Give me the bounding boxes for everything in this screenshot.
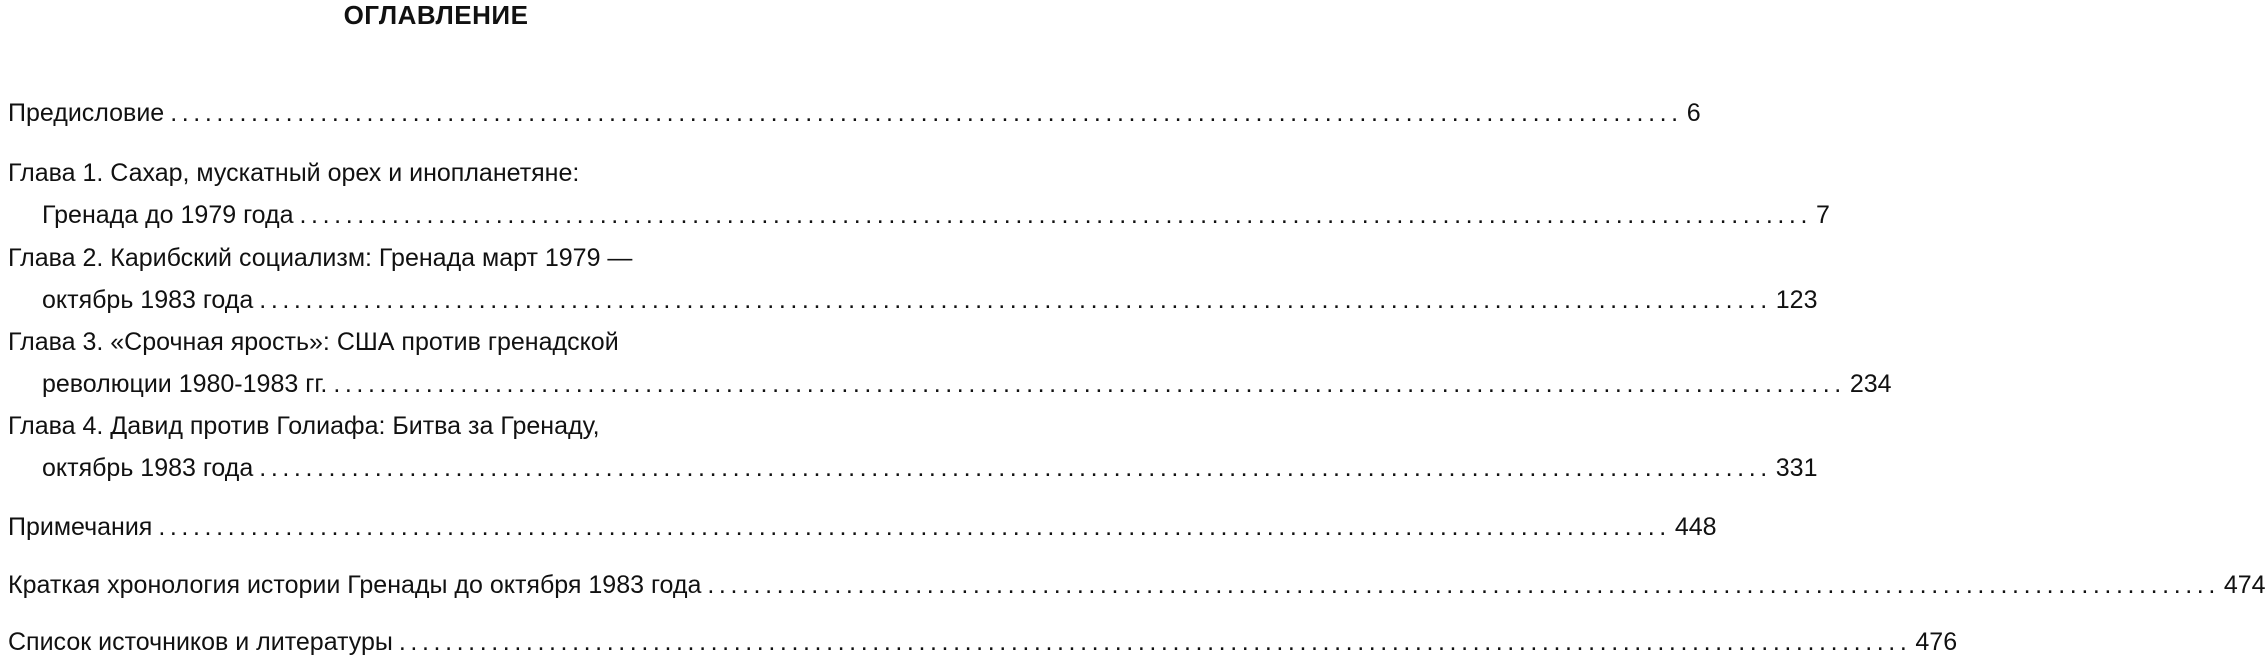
toc-entry-page: 474 [2223, 571, 2266, 599]
toc-leader-dots: ................................................................................................................................... [707, 571, 2220, 599]
toc-entry-title: Примечания [8, 513, 153, 541]
toc-entry-page: 234 [1849, 370, 1892, 398]
toc-entry-title: октябрь 1983 года [42, 286, 254, 314]
toc-leader-dots: ................................................................................................................................... [398, 628, 1912, 656]
toc-entry-chapter-2-line1[interactable]: Глава 2. Карибский социализм: Гренада март 1979 — [8, 244, 633, 272]
toc-leader-dots: ................................................................................................................................... [299, 201, 1813, 229]
toc-entry-preface[interactable] [8, 96, 1701, 130]
toc-entry-title: Гренада до 1979 года [42, 201, 294, 229]
toc-entry-page: 448 [1674, 513, 1717, 541]
toc-entry-sources[interactable] [8, 625, 1958, 659]
toc-entry-page: 331 [1775, 454, 1818, 482]
toc-leader-dots: ................................................................................................................................... [158, 513, 1671, 541]
toc-leader-dots: ................................................................................................................................... [259, 454, 1772, 482]
toc-entry-title: Список источников и литературы [8, 628, 393, 656]
toc-leader-dots: ................................................................................................................................... [259, 286, 1772, 314]
toc-entry-chapter-3[interactable] [42, 367, 1892, 401]
toc-entry-title: Предисловие [8, 99, 165, 127]
toc-entry-page: 6 [1686, 99, 1701, 127]
toc-entry-page: 7 [1816, 201, 1830, 229]
toc-entry-chapter-2[interactable] [42, 283, 1818, 317]
toc-entry-chapter-3-line1[interactable]: Глава 3. «Срочная ярость»: США против гренадской [8, 328, 619, 356]
toc-entry-chronology[interactable] [8, 568, 2266, 602]
toc-entry-chapter-1-line1[interactable]: Глава 1. Сахар, мускатный орех и инопланетяне: [8, 159, 580, 187]
toc-entry-notes[interactable] [8, 510, 1717, 544]
toc-entry-page: 123 [1775, 286, 1818, 314]
page-title: ОГЛАВЛЕНИЕ [343, 0, 529, 30]
toc-leader-dots: ................................................................................................................................... [170, 99, 1683, 127]
toc-entry-chapter-4-line1[interactable]: Глава 4. Давид против Голиафа: Битва за Гренаду, [8, 412, 600, 440]
toc-entry-chapter-4[interactable] [42, 451, 1818, 485]
toc-leader-dots: ................................................................................................................................... [333, 370, 1846, 398]
toc-entry-title: Краткая хронология истории Гренады до октября 1983 года [8, 571, 702, 599]
toc-entry-chapter-1[interactable] [42, 198, 1830, 232]
toc-entry-title: революции 1980-1983 гг. [42, 370, 328, 398]
toc-entry-title: октябрь 1983 года [42, 454, 254, 482]
toc-entry-page: 476 [1915, 628, 1958, 656]
